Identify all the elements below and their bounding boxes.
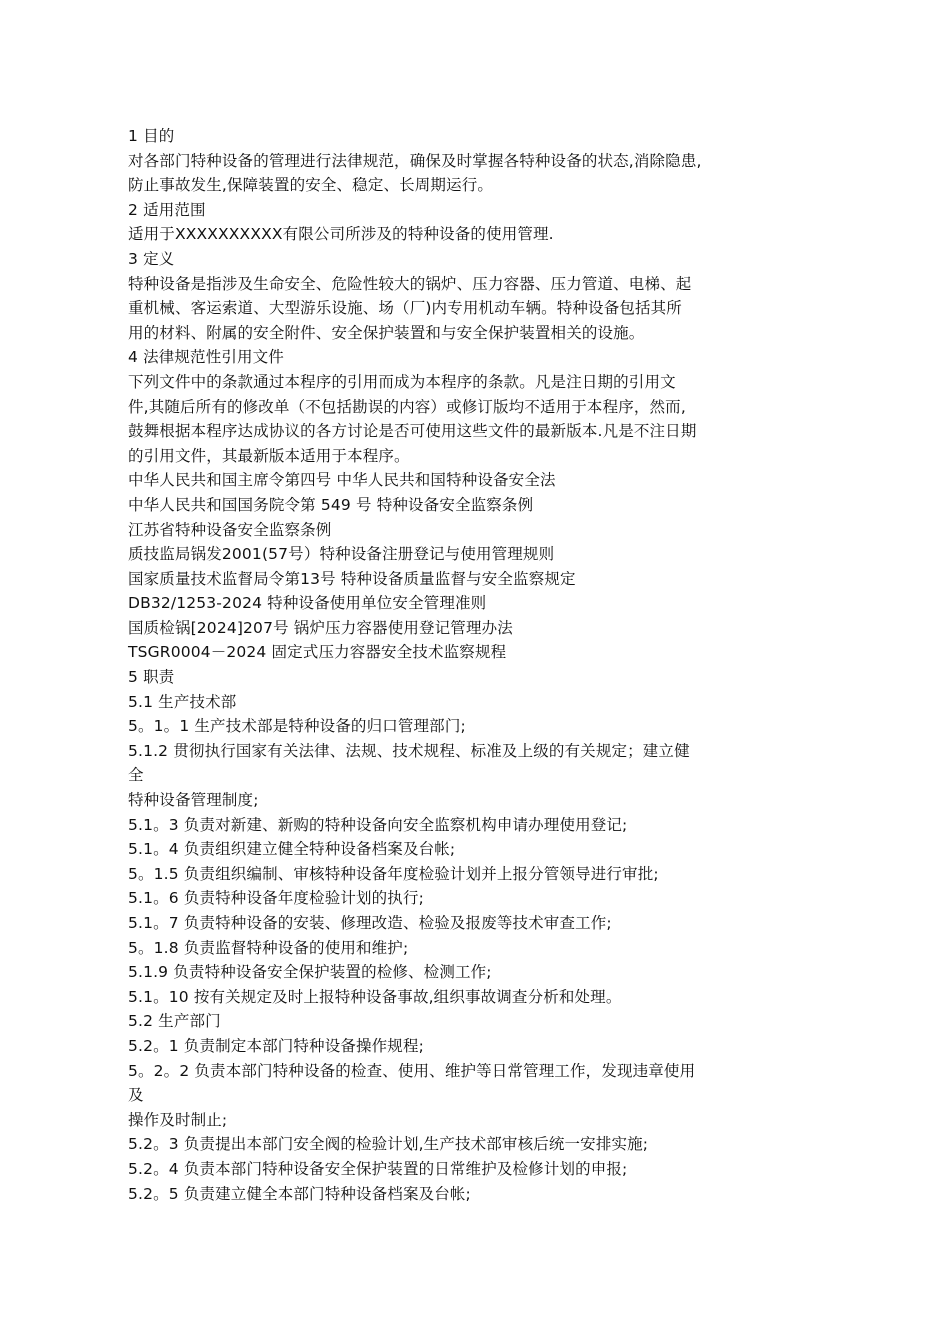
clause-line: 5.2。4 负责本部门特种设备安全保护装置的日常维护及检修计划的申报; xyxy=(128,1159,628,1178)
paragraph-line: 防止事故发生,保障装置的安全、稳定、长周期运行。 xyxy=(128,176,494,195)
clause-line: 5。1.8 负责监督特种设备的使用和维护; xyxy=(128,938,409,957)
clause-line: 5.1。7 负责特种设备的安装、修理改造、检验及报废等技术审查工作; xyxy=(128,914,612,932)
reference-item: 中华人民共和国主席令第四号 中华人民共和国特种设备安全法 xyxy=(128,471,556,490)
clause-line: 5.1。10 按有关规定及时上报特种设备事故,组织事故调查分析和处理。 xyxy=(128,987,622,1006)
clause-line: 5。1。1 生产技术部是特种设备的归口管理部门; xyxy=(128,717,466,736)
paragraph-line: 对各部门特种设备的管理进行法律规范，确保及时掌握各特种设备的状态,消除隐患, xyxy=(128,151,702,170)
paragraph-line: 特种设备是指涉及生命安全、危险性较大的锅炉、压力容器、压力管道、电梯、起 xyxy=(128,274,692,293)
reference-item: 质技监局锅发2001(57号）特种设备注册登记与使用管理规则 xyxy=(128,545,555,564)
reference-item: DB32/1253-2024 特种设备使用单位安全管理准则 xyxy=(128,594,487,613)
clause-line: 5.1。6 负责特种设备年度检验计划的执行; xyxy=(128,889,424,908)
paragraph-line: 件,其随后所有的修改单（不包括勘误的内容）或修订版均不适用于本程序，然而, xyxy=(128,397,686,416)
paragraph-line: 用的材料、附属的安全附件、安全保护装置和与安全保护装置相关的设施。 xyxy=(128,323,645,342)
clause-line: 5。1.5 负责组织编制、审核特种设备年度检验计划并上报分管领导进行审批; xyxy=(128,864,659,883)
section-heading: 4 法律规范性引用文件 xyxy=(128,348,284,367)
paragraph-line: 鼓舞根据本程序达成协议的各方讨论是否可使用这些文件的最新版本.凡是不注日期 xyxy=(128,422,697,441)
clause-line: 5.2。3 负责提出本部门安全阀的检验计划,生产技术部审核后统一安排实施; xyxy=(128,1135,649,1154)
section-heading: 5 职责 xyxy=(128,668,175,687)
clause-line: 及 xyxy=(128,1086,144,1105)
subsection-heading: 5.1 生产技术部 xyxy=(128,692,237,711)
clause-line: 5.2。5 负责建立健全本部门特种设备档案及台帐; xyxy=(128,1184,471,1203)
clause-line: 5.2。1 负责制定本部门特种设备操作规程; xyxy=(128,1036,424,1055)
paragraph-line: 下列文件中的条款通过本程序的引用而成为本程序的条款。凡是注日期的引用文 xyxy=(128,372,676,391)
section-heading: 3 定义 xyxy=(128,249,175,268)
clause-line: 操作及时制止; xyxy=(128,1110,228,1129)
reference-item: TSGR0004－2024 固定式压力容器安全技术监察规程 xyxy=(128,643,507,662)
paragraph-line: 的引用文件，其最新版本适用于本程序。 xyxy=(128,446,410,465)
reference-item: 江苏省特种设备安全监察条例 xyxy=(128,520,332,539)
subsection-heading: 5.2 生产部门 xyxy=(128,1012,221,1031)
section-heading: 1 目的 xyxy=(128,127,175,145)
reference-item: 国家质量技术监督局令第13号 特种设备质量监督与安全监察规定 xyxy=(128,569,576,588)
paragraph-line: 重机械、客运索道、大型游乐设施、场（厂)内专用机动车辆。特种设备包括其所 xyxy=(128,299,682,318)
clause-line: 全 xyxy=(128,766,144,785)
section-heading: 2 适用范围 xyxy=(128,200,206,219)
clause-line: 5。2。2 负责本部门特种设备的检查、使用、维护等日常管理工作，发现违章使用 xyxy=(128,1061,696,1080)
paragraph-line: 适用于XXXXXXXXXX有限公司所涉及的特种设备的使用管理. xyxy=(128,225,554,244)
clause-line: 5.1。4 负责组织建立健全特种设备档案及台帐; xyxy=(128,840,456,859)
clause-line: 特种设备管理制度; xyxy=(128,791,259,810)
clause-line: 5.1.9 负责特种设备安全保护装置的检修、检测工作; xyxy=(128,963,492,982)
reference-item: 中华人民共和国国务院令第 549 号 特种设备安全监察条例 xyxy=(128,495,534,514)
clause-line: 5.1.2 贯彻执行国家有关法律、法规、技术规程、标准及上级的有关规定；建立健 xyxy=(128,741,690,760)
reference-item: 国质检锅[2024]207号 锅炉压力容器使用登记管理办法 xyxy=(128,618,513,637)
document-body xyxy=(128,124,828,1206)
clause-line: 5.1。3 负责对新建、新购的特种设备向安全监察机构申请办理使用登记; xyxy=(128,815,628,834)
